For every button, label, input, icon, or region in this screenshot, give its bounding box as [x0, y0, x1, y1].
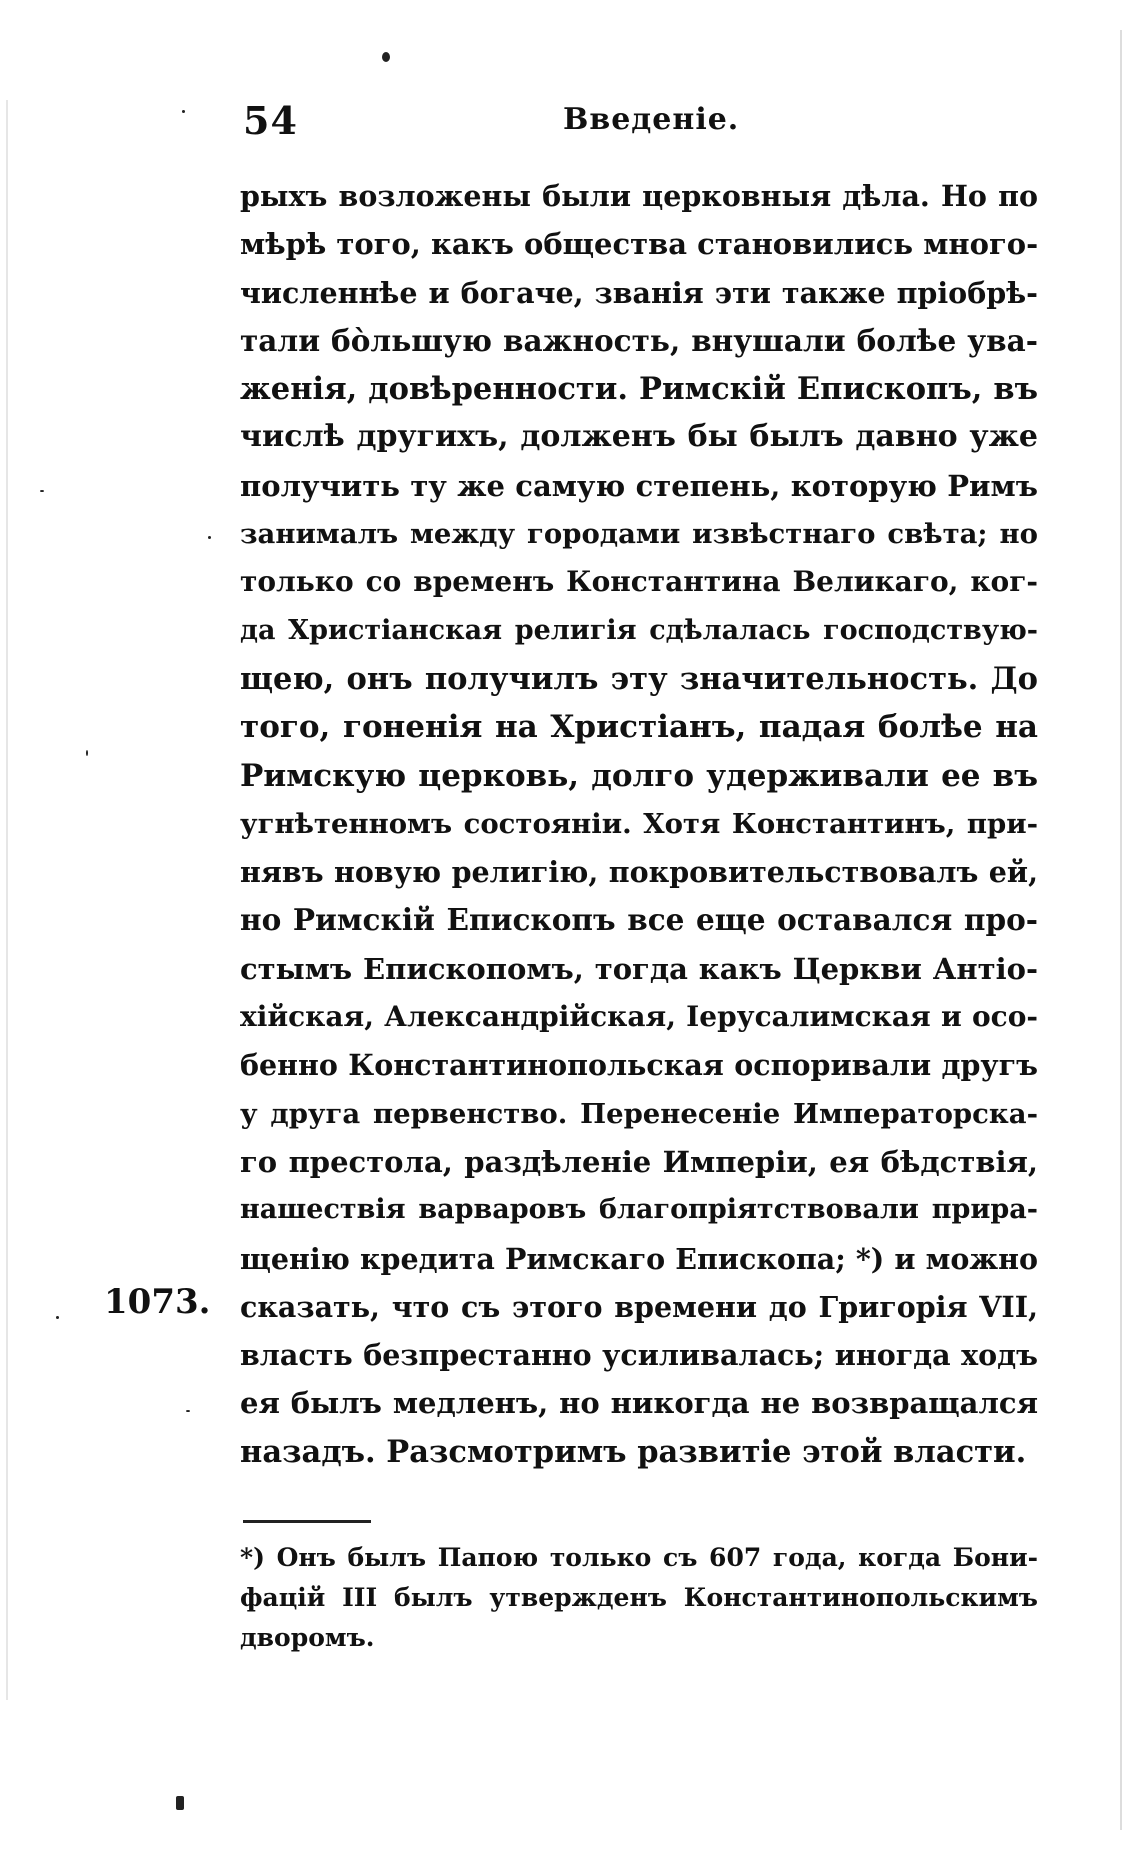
footnote-divider	[243, 1520, 371, 1523]
page-header	[243, 98, 1043, 158]
footnote-line: фацій III былъ утвержденъ Константинопольскимъ	[240, 1583, 1038, 1612]
footnote	[240, 1538, 1038, 1658]
body-line: власть безпрестанно усиливалась; иногда ходъ	[240, 1338, 1038, 1373]
body-line: получить ту же самую степень, которую Римъ	[240, 468, 1038, 503]
body-line: угнѣтенномъ состояніи. Хотя Константинъ, при-	[240, 807, 1038, 840]
body-line: щею, онъ получилъ эту значительность. До	[240, 660, 1038, 697]
scan-speck	[382, 52, 390, 62]
page-number: 54	[243, 98, 298, 143]
running-title: Введеніе.	[563, 102, 740, 137]
body-line: нашествія варваровъ благопріятствовали прира-	[240, 1194, 1038, 1226]
body-line: го престола, раздѣленіе Имперіи, ея бѣдствія,	[240, 1144, 1038, 1179]
body-line: мѣрѣ того, какъ общества становились много-	[240, 227, 1038, 262]
scan-speck	[208, 536, 211, 539]
body-line: хійская, Александрійская, Іерусалимская и осо-	[240, 1000, 1038, 1034]
scan-speck	[186, 1410, 190, 1412]
body-line: да Христіанская религія сдѣлалась господствую-	[240, 614, 1038, 646]
footnote-line: дворомъ.	[240, 1623, 375, 1652]
body-line: численнѣе и богаче, званія эти также пріобрѣ-	[240, 275, 1038, 310]
body-line: бенно Константинопольская оспоривали другъ	[240, 1048, 1038, 1083]
body-line: сказать, что съ этого времени до Григорія VII,	[240, 1289, 1038, 1324]
body-line: того, гоненія на Христіанъ, падая болѣе на	[240, 709, 1038, 746]
body-line: стымъ Епископомъ, тогда какъ Церкви Антіо-	[240, 951, 1038, 986]
scan-speck	[1120, 30, 1122, 1830]
footnote-line: *) Онъ былъ Папою только съ 607 года, когда Бони-	[240, 1543, 1038, 1572]
body-line: тали бо̀льшую важность, внушали болѣе ува-	[240, 322, 1038, 358]
body-line: но Римскій Епископъ все еще оставался про-	[240, 902, 1038, 938]
body-line: женія, довѣренности. Римскій Епископъ, въ	[240, 371, 1038, 408]
scan-speck	[182, 110, 185, 113]
body-line: Римскую церковь, долго удерживали ее въ	[240, 757, 1038, 794]
scan-speck	[56, 1316, 59, 1319]
body-line: числѣ другихъ, долженъ бы былъ давно уже	[240, 419, 1038, 455]
body-line: занималъ между городами извѣстнаго свѣта; но	[240, 518, 1038, 551]
scan-speck	[86, 750, 88, 756]
body-line: нявъ новую религію, покровительствовалъ ей,	[240, 855, 1038, 890]
scan-speck	[176, 1796, 184, 1810]
scan-speck	[40, 490, 44, 492]
scan-speck	[6, 100, 8, 1700]
body-line: у друга первенство. Перенесеніе Императорска-	[240, 1097, 1038, 1130]
body-line: только со временъ Константина Великаго, ког-	[240, 565, 1038, 599]
margin-year-note: 1073.	[104, 1282, 211, 1322]
body-line: рыхъ возложены были церковныя дѣла. Но по	[240, 179, 1038, 213]
body-line: щенію кредита Римскаго Епископа; *) и можно	[240, 1241, 1038, 1276]
body-text	[240, 172, 1038, 1476]
body-line: назадъ. Разсмотримъ развитіе этой власти.	[240, 1433, 1027, 1470]
body-line: ея былъ медленъ, но никогда не возвращался	[240, 1386, 1038, 1421]
